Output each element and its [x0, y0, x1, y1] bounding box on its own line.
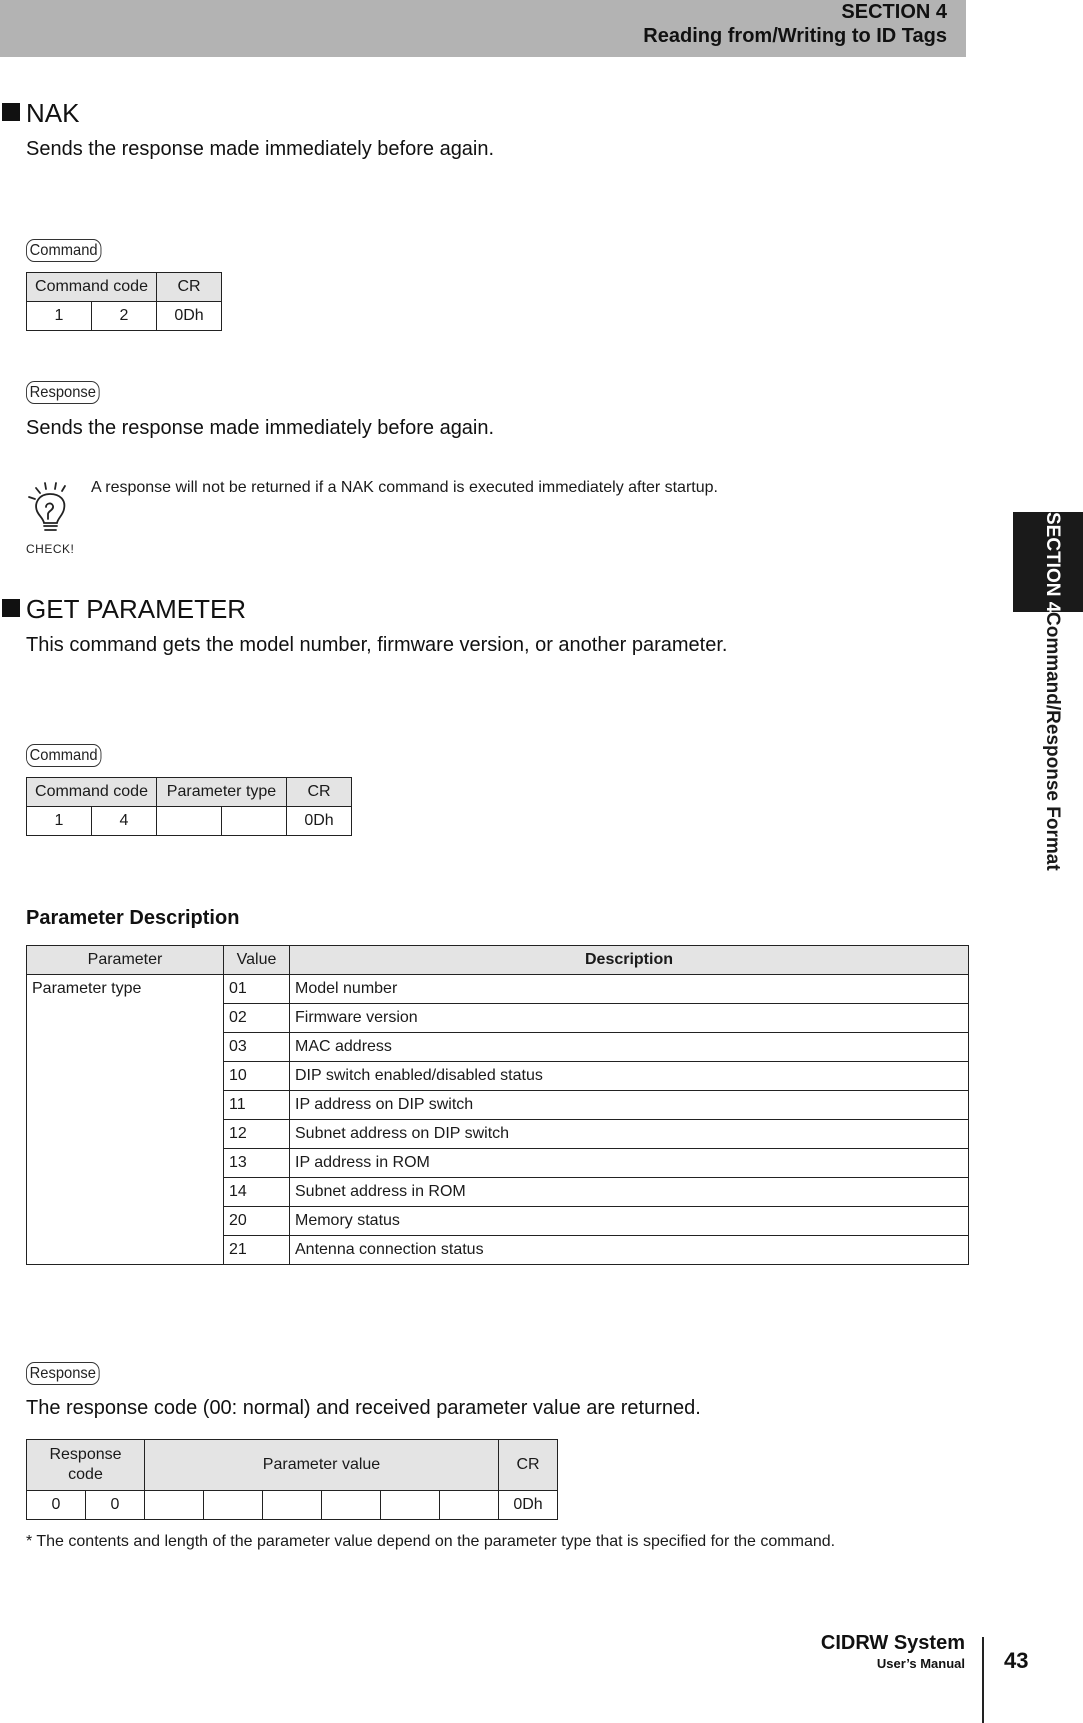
nak-heading-text: NAK: [26, 98, 80, 128]
nak-description: Sends the response made immediately before again.: [26, 138, 495, 160]
resp-header-code: [27, 1440, 145, 1491]
nak-command-table: [26, 272, 222, 331]
nak-command-tag: Command: [26, 239, 101, 262]
param-value-cell: 12: [224, 1120, 290, 1149]
nak-response-text: Sends the response made immediately before again.: [26, 417, 495, 439]
nak-cmd-value: 1: [27, 302, 92, 331]
nak-heading: [2, 98, 79, 128]
param-name-cell: Parameter type: [27, 975, 224, 1265]
param-value-cell: 11: [224, 1091, 290, 1120]
square-bullet-icon: [2, 599, 20, 617]
check-icon: [26, 480, 84, 560]
side-tab: [1040, 512, 1063, 912]
param-description-cell: MAC address: [290, 1033, 969, 1062]
resp-value: [263, 1491, 322, 1520]
gp-response-text: The response code (00: normal) and received parameter value are returned.: [26, 1397, 701, 1419]
gp-cmd-value: 1: [27, 807, 92, 836]
side-tab-section: SECTION 4: [1042, 512, 1063, 613]
footer-subtitle: User’s Manual: [876, 1656, 965, 1671]
gp-command-tag: Command: [26, 744, 101, 767]
resp-value: [440, 1491, 499, 1520]
get-parameter-description: This command gets the model number, firmware version, or another parameter.: [26, 634, 728, 656]
check-label: CHECK!: [26, 542, 75, 556]
gp-cmd-header-ptype: Parameter type: [157, 778, 287, 807]
resp-value: 0Dh: [499, 1491, 558, 1520]
check-note: A response will not be returned if a NAK command is executed immediately after startup.: [91, 479, 718, 496]
resp-value: 0: [27, 1491, 86, 1520]
footnote: * The contents and length of the parameter value depend on the parameter type that is specified for the command.: [26, 1533, 836, 1550]
resp-value: 0: [86, 1491, 145, 1520]
nak-response-tag: Response: [26, 381, 100, 404]
param-value-cell: 01: [224, 975, 290, 1004]
gp-response-table: [26, 1439, 558, 1520]
param-description-cell: Model number: [290, 975, 969, 1004]
resp-value: [145, 1491, 204, 1520]
parameter-description-title: Parameter Description: [26, 907, 240, 929]
param-description-cell: Memory status: [290, 1207, 969, 1236]
header: [347, 0, 947, 48]
param-header-value: Value: [224, 946, 290, 975]
gp-command-table: [26, 777, 352, 836]
gp-cmd-value: 4: [92, 807, 157, 836]
nak-cmd-header-cr: CR: [157, 273, 222, 302]
table-row: [27, 975, 969, 1004]
nak-cmd-value: 0Dh: [157, 302, 222, 331]
header-section: SECTION 4: [841, 1, 947, 23]
gp-cmd-header-code: Command code: [27, 778, 157, 807]
param-description-cell: DIP switch enabled/disabled status: [290, 1062, 969, 1091]
param-header-parameter: Parameter: [27, 946, 224, 975]
param-value-cell: 03: [224, 1033, 290, 1062]
page-number: 43: [1004, 1648, 1029, 1673]
nak-cmd-header-code: Command code: [27, 273, 157, 302]
gp-response-tag: Response: [26, 1362, 100, 1385]
param-description-cell: IP address in ROM: [290, 1149, 969, 1178]
param-value-cell: 13: [224, 1149, 290, 1178]
param-value-cell: 21: [224, 1236, 290, 1265]
param-value-cell: 10: [224, 1062, 290, 1091]
resp-header-code-text: Response code: [49, 1446, 122, 1483]
param-value-cell: 20: [224, 1207, 290, 1236]
param-description-cell: Antenna connection status: [290, 1236, 969, 1265]
resp-value: [381, 1491, 440, 1520]
gp-cmd-value: [222, 807, 287, 836]
param-description-cell: Subnet address on DIP switch: [290, 1120, 969, 1149]
get-parameter-heading-text: GET PARAMETER: [26, 594, 247, 624]
param-description-cell: IP address on DIP switch: [290, 1091, 969, 1120]
parameter-table: [26, 945, 969, 1265]
param-value-cell: 02: [224, 1004, 290, 1033]
footer-title: CIDRW System: [820, 1632, 965, 1654]
resp-value: [322, 1491, 381, 1520]
param-header-description: Description: [290, 946, 969, 975]
nak-cmd-value: 2: [92, 302, 157, 331]
gp-cmd-value: [157, 807, 222, 836]
square-bullet-icon: [2, 103, 20, 121]
resp-header-cr: CR: [499, 1440, 558, 1491]
footer-divider: [982, 1637, 984, 1723]
param-description-cell: Firmware version: [290, 1004, 969, 1033]
gp-cmd-value: 0Dh: [287, 807, 352, 836]
param-value-cell: 14: [224, 1178, 290, 1207]
get-parameter-heading: [2, 594, 246, 624]
resp-header-param-value: Parameter value: [145, 1440, 499, 1491]
header-title: Reading from/Writing to ID Tags: [643, 25, 947, 47]
param-description-cell: Subnet address in ROM: [290, 1178, 969, 1207]
side-tab-title: Command/Response Format: [1042, 612, 1063, 871]
resp-value: [204, 1491, 263, 1520]
gp-cmd-header-cr: CR: [287, 778, 352, 807]
